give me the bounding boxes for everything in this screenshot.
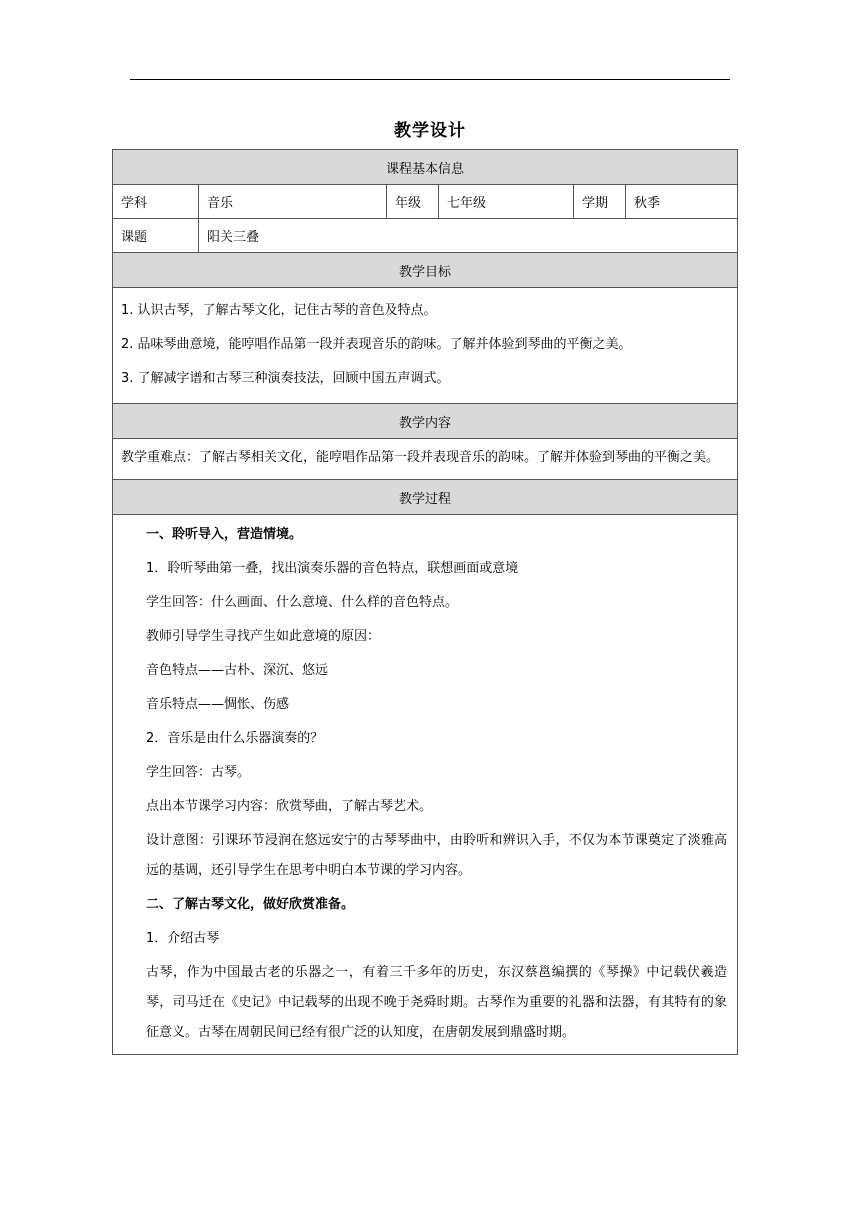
section-header-content: 教学内容 xyxy=(113,404,738,439)
process-paragraph: 古琴，作为中国最古老的乐器之一，有着三千多年的历史，东汉蔡邕编撰的《琴操》中记载伏羲造琴，司马迁在《史记》中记载琴的出现不晚于尧舜时期。古琴作为重要的礼器和法器，有其特有的象征意义。古琴在周朝民间已经有很广泛的认知度，在唐朝发展到鼎盛时期。 xyxy=(146,965,728,1040)
subject-value: 音乐 xyxy=(199,185,387,219)
process-line: 音色特点——古朴、深沉、悠远 xyxy=(146,663,329,678)
objective-item: 2. 品味琴曲意境，能哼唱作品第一段并表现音乐的韵味。了解并体验到琴曲的平衡之美。 xyxy=(121,337,632,352)
objective-item: 3. 了解减字谱和古琴三种演奏技法，回顾中国五声调式。 xyxy=(121,371,450,386)
process-line: 1．聆听琴曲第一叠，找出演奏乐器的音色特点，联想画面或意境 xyxy=(146,561,519,576)
process-line: 学生回答：什么画面、什么意境、什么样的音色特点。 xyxy=(146,595,459,610)
section-header-basic-info: 课程基本信息 xyxy=(113,150,738,185)
document-title: 教学设计 xyxy=(394,121,466,141)
process-line: 学生回答：古琴。 xyxy=(146,765,251,780)
process-line: 音乐特点——惆怅、伤感 xyxy=(146,697,290,712)
topic-value: 阳关三叠 xyxy=(199,219,738,253)
process-paragraph: 设计意图：引课环节浸润在悠远安宁的古琴琴曲中，由聆听和辨识入手，不仅为本节课奠定了淡雅高远的基调，还引导学生在思考中明白本节课的学习内容。 xyxy=(146,833,728,878)
process-line: 教师引导学生寻找产生如此意境的原因： xyxy=(146,629,381,644)
grade-value: 七年级 xyxy=(439,185,574,219)
header-rule xyxy=(130,79,730,80)
process-cell xyxy=(113,515,738,1055)
term-label: 学期 xyxy=(574,185,626,219)
process-line: 点出本节课学习内容：欣赏琴曲，了解古琴艺术。 xyxy=(146,799,433,814)
lesson-plan-table xyxy=(112,149,737,1055)
grade-label: 年级 xyxy=(387,185,439,219)
section-header-process: 教学过程 xyxy=(113,480,738,515)
process-heading: 一、聆听导入，营造情境。 xyxy=(146,527,303,542)
objectives-cell xyxy=(113,288,738,404)
process-line: 2．音乐是由什么乐器演奏的？ xyxy=(146,731,324,746)
process-line: 1．介绍古琴 xyxy=(146,931,220,946)
subject-label: 学科 xyxy=(113,185,199,219)
section-header-objectives: 教学目标 xyxy=(113,253,738,288)
term-value: 秋季 xyxy=(626,185,738,219)
process-heading: 二、了解古琴文化，做好欣赏准备。 xyxy=(146,897,355,912)
topic-label: 课题 xyxy=(113,219,199,253)
content-text: 教学重难点：了解古琴相关文化，能哼唱作品第一段并表现音乐的韵味。了解并体验到琴曲的平衡之美。 xyxy=(113,439,738,480)
objective-item: 1. 认识古琴，了解古琴文化，记住古琴的音色及特点。 xyxy=(121,303,437,318)
